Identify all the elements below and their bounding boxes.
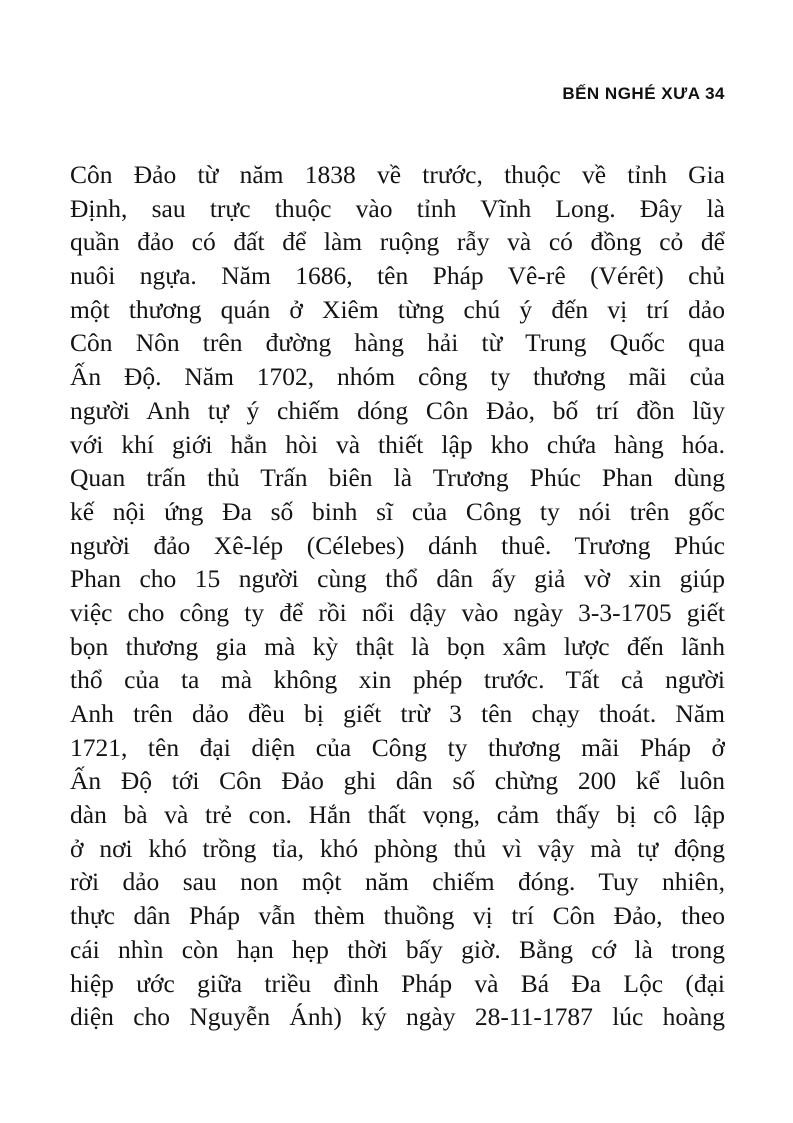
running-header: BẾN NGHÉ XƯA 34 xyxy=(562,84,725,103)
text-line: thực dân Pháp vẫn thèm thuồng vị trí Côn Đảo, theo xyxy=(70,901,725,931)
text-line: Ấn Độ. Năm 1702, nhóm công ty thương mãi của xyxy=(70,362,725,392)
text-line: Côn Nôn trên đường hàng hải từ Trung Quốc qua xyxy=(70,328,725,358)
text-line: Côn Đảo từ năm 1838 về trước, thuộc về tỉnh Gia xyxy=(70,160,725,189)
text-line: kế nội ứng Đa số binh sĩ của Công ty nói trên gốc xyxy=(70,496,725,526)
text-line: dàn bà và trẻ con. Hắn thất vọng, cảm thấy bị cô lập xyxy=(70,800,725,830)
text-line: ở nơi khó trồng tỉa, khó phòng thủ vì vậy mà tự động xyxy=(70,833,725,863)
text-line: một thương quán ở Xiêm từng chú ý đến vị trí dảo xyxy=(70,294,725,324)
text-line: Anh trên dảo đều bị giết trừ 3 tên chạy thoát. Năm xyxy=(70,699,725,728)
text-line: người đảo Xê-lép (Célebes) dánh thuê. Trương Phúc xyxy=(70,530,725,560)
text-line: quần đảo có đất để làm ruộng rẫy và có đồng cỏ để xyxy=(70,227,725,257)
text-line: Ấn Độ tới Côn Đảo ghi dân số chừng 200 kể luôn xyxy=(70,766,725,796)
text-line: bọn thương gia mà kỳ thật là bọn xâm lược đến lãnh xyxy=(70,631,725,661)
text-line: thổ của ta mà không xin phép trước. Tất cả người xyxy=(70,665,725,695)
text-line: Quan trấn thủ Trấn biên là Trương Phúc Phan dùng xyxy=(70,463,725,493)
text-line: hiệp ước giữa triều đình Pháp và Bá Đa Lộc (đại xyxy=(70,968,725,998)
text-line: nuôi ngựa. Năm 1686, tên Pháp Vê-rê (Vérêt) chủ xyxy=(70,261,725,291)
text-line: rời dảo sau non một năm chiếm đóng. Tuy nhiên, xyxy=(70,867,725,897)
text-line: cái nhìn còn hạn hẹp thời bấy giờ. Bằng cớ là trong xyxy=(70,934,725,964)
text-line: Định, sau trực thuộc vào tỉnh Vĩnh Long. Đây là xyxy=(70,193,725,223)
text-line: người Anh tự ý chiếm dóng Côn Đảo, bố trí đồn lũy xyxy=(70,395,725,425)
text-line: việc cho công ty để rồi nổi dậy vào ngày 3-3-1705 giết xyxy=(70,597,725,627)
body-paragraph xyxy=(70,158,725,1034)
text-line: với khí giới hẳn hòi và thiết lập kho chứa hàng hóa. xyxy=(70,429,725,459)
text-line: 1721, tên đại diện của Công ty thương mãi Pháp ở xyxy=(70,732,725,762)
text-line: diện cho Nguyễn Ánh) ký ngày 28-11-1787 lúc hoàng xyxy=(70,1002,725,1032)
text-line: Phan cho 15 người cùng thổ dân ấy giả vờ xin giúp xyxy=(70,564,725,594)
